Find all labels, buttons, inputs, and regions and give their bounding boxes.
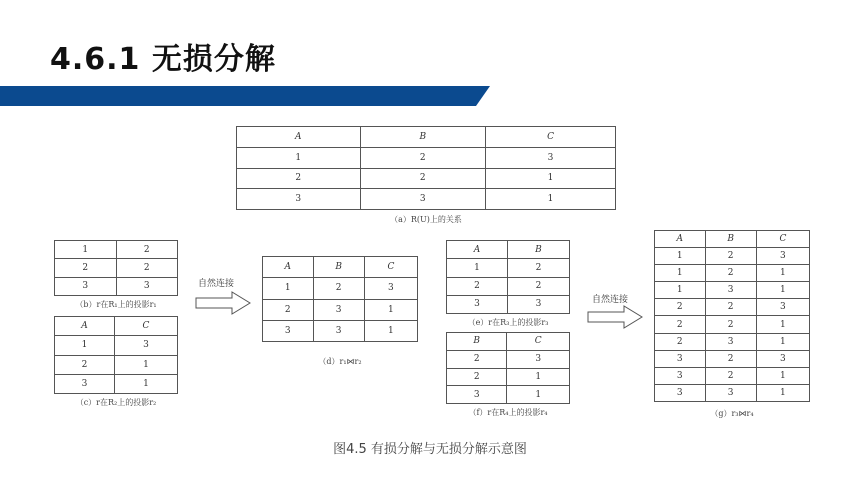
table-cell: 1 <box>263 278 314 299</box>
relation-table <box>654 230 810 402</box>
table-cell: 3 <box>447 295 508 313</box>
table-cell: 2 <box>447 350 507 368</box>
caption-a: （a）R(U)上的关系 <box>390 215 462 224</box>
table-cell: 2 <box>705 367 756 384</box>
caption-e: （e）r在R₃上的投影r₃ <box>467 318 549 327</box>
table-cell: 1 <box>447 259 508 277</box>
table-cell: 2 <box>55 355 115 374</box>
table-cell: 3 <box>55 374 115 393</box>
table-cell: 1 <box>55 241 117 259</box>
table-cell: 3 <box>705 333 756 350</box>
table-row <box>263 299 418 320</box>
column-header: B <box>705 231 756 248</box>
table-cell: 2 <box>705 248 756 265</box>
table-cell: 1 <box>756 384 809 401</box>
table-row <box>655 265 810 282</box>
table-d <box>262 256 418 342</box>
column-header: B <box>447 333 507 351</box>
column-header: C <box>364 257 417 278</box>
table-cell: 1 <box>756 265 809 282</box>
table-cell: 3 <box>655 384 706 401</box>
table-g <box>654 230 810 402</box>
table-cell: 3 <box>237 189 361 210</box>
table-cell: 2 <box>116 241 178 259</box>
caption-d: （d）r₁⋈r₂ <box>318 357 362 366</box>
table-cell: 3 <box>756 299 809 316</box>
relation-table <box>54 240 178 296</box>
table-cell: 1 <box>507 386 570 404</box>
header-row <box>55 317 178 336</box>
table-cell: 1 <box>364 299 417 320</box>
table-cell: 1 <box>756 367 809 384</box>
table-row <box>55 277 178 295</box>
table-cell: 3 <box>507 295 569 313</box>
page-title: 4.6.1 无损分解 <box>50 42 276 77</box>
table-cell: 1 <box>655 265 706 282</box>
header-row <box>237 127 616 148</box>
table-cell: 3 <box>55 277 117 295</box>
table-row <box>655 299 810 316</box>
table-a <box>236 126 616 210</box>
table-cell: 2 <box>507 277 569 295</box>
table-cell: 2 <box>705 299 756 316</box>
relation-table <box>262 256 418 342</box>
title-banner <box>0 86 490 106</box>
table-c <box>54 316 178 394</box>
table-cell: 1 <box>756 316 809 333</box>
column-header: A <box>237 127 361 148</box>
relation-table <box>446 240 570 314</box>
table-row <box>55 241 178 259</box>
table-cell: 3 <box>507 350 570 368</box>
relation-table <box>54 316 178 394</box>
table-cell: 3 <box>486 147 616 168</box>
table-cell: 1 <box>756 333 809 350</box>
relation-table <box>446 332 570 404</box>
table-cell: 2 <box>447 277 508 295</box>
table-cell: 1 <box>655 248 706 265</box>
table-cell: 2 <box>655 299 706 316</box>
caption-g: （g）r₃⋈r₄ <box>710 409 754 418</box>
column-header: A <box>55 317 115 336</box>
table-cell: 3 <box>313 299 364 320</box>
table-row <box>655 333 810 350</box>
table-cell: 1 <box>114 355 177 374</box>
table-cell: 1 <box>486 189 616 210</box>
table-cell: 3 <box>756 248 809 265</box>
table-cell: 3 <box>705 282 756 299</box>
column-header: C <box>114 317 177 336</box>
table-row <box>655 384 810 401</box>
table-cell: 1 <box>237 147 361 168</box>
table-row <box>447 295 570 313</box>
caption-c: （c）r在R₂上的投影r₂ <box>75 398 157 407</box>
table-cell: 1 <box>55 336 115 355</box>
table-row <box>55 259 178 277</box>
header-row <box>447 241 570 259</box>
table-row <box>447 350 570 368</box>
join-label-1: 自然连接 <box>198 279 235 289</box>
table-cell: 2 <box>263 299 314 320</box>
table-cell: 1 <box>486 168 616 189</box>
table-row <box>447 259 570 277</box>
relation-table <box>236 126 616 210</box>
header-row <box>263 257 418 278</box>
table-cell: 3 <box>116 277 178 295</box>
table-row <box>447 277 570 295</box>
table-row <box>655 350 810 367</box>
table-b <box>54 240 178 296</box>
table-cell: 2 <box>705 316 756 333</box>
table-row <box>655 316 810 333</box>
table-cell: 2 <box>116 259 178 277</box>
table-cell: 3 <box>313 320 364 341</box>
table-row <box>55 336 178 355</box>
table-cell: 3 <box>705 384 756 401</box>
header-row <box>655 231 810 248</box>
caption-f: （f）r在R₄上的投影r₄ <box>468 408 548 417</box>
table-cell: 2 <box>55 259 117 277</box>
table-cell: 3 <box>114 336 177 355</box>
join-arrow-1 <box>194 290 252 316</box>
column-header: A <box>447 241 508 259</box>
table-e <box>446 240 570 314</box>
table-row <box>55 374 178 393</box>
table-cell: 2 <box>705 265 756 282</box>
column-header: B <box>313 257 364 278</box>
table-row <box>655 282 810 299</box>
table-cell: 2 <box>655 316 706 333</box>
table-cell: 3 <box>655 350 706 367</box>
table-cell: 2 <box>655 333 706 350</box>
table-row <box>237 189 616 210</box>
table-cell: 3 <box>447 386 507 404</box>
column-header: B <box>507 241 569 259</box>
table-cell: 2 <box>237 168 361 189</box>
table-row <box>55 355 178 374</box>
table-row <box>447 368 570 386</box>
table-row <box>263 320 418 341</box>
table-cell: 2 <box>360 168 486 189</box>
table-row <box>237 168 616 189</box>
table-cell: 1 <box>756 282 809 299</box>
table-cell: 2 <box>507 259 569 277</box>
caption-b: （b）r在R₁上的投影r₁ <box>75 300 157 309</box>
table-cell: 1 <box>114 374 177 393</box>
table-row <box>447 386 570 404</box>
table-row <box>655 248 810 265</box>
column-header: A <box>263 257 314 278</box>
join-arrow-2 <box>586 304 644 330</box>
column-header: C <box>486 127 616 148</box>
table-row <box>237 147 616 168</box>
table-cell: 2 <box>705 350 756 367</box>
table-cell: 3 <box>655 367 706 384</box>
table-cell: 2 <box>360 147 486 168</box>
join-label-2: 自然连接 <box>592 295 629 305</box>
column-header: A <box>655 231 706 248</box>
header-row <box>447 333 570 351</box>
table-cell: 3 <box>364 278 417 299</box>
table-cell: 3 <box>360 189 486 210</box>
table-cell: 2 <box>447 368 507 386</box>
table-cell: 1 <box>655 282 706 299</box>
table-cell: 3 <box>756 350 809 367</box>
table-f <box>446 332 570 404</box>
table-cell: 2 <box>313 278 364 299</box>
table-cell: 1 <box>364 320 417 341</box>
table-row <box>655 367 810 384</box>
column-header: C <box>507 333 570 351</box>
column-header: B <box>360 127 486 148</box>
column-header: C <box>756 231 809 248</box>
table-row <box>263 278 418 299</box>
figure-caption: 图4.5 有损分解与无损分解示意图 <box>333 442 527 457</box>
table-cell: 1 <box>507 368 570 386</box>
table-cell: 3 <box>263 320 314 341</box>
